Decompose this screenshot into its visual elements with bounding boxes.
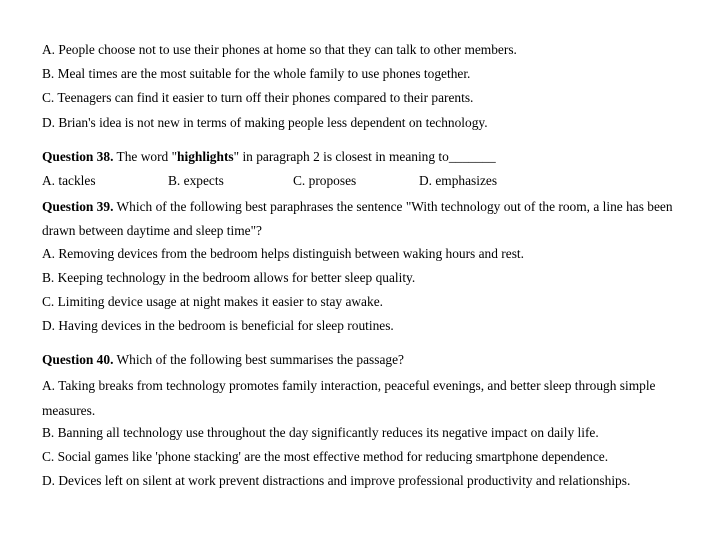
question-39 <box>42 195 682 340</box>
question-38-stem <box>42 147 682 171</box>
question-38-option-a[interactable]: A. tackles <box>42 172 96 188</box>
question-38-option-d[interactable]: D. emphasizes <box>419 172 498 188</box>
question-38-option-b[interactable]: B. expects <box>168 172 224 188</box>
answer-option-c[interactable]: C. Teenagers can find it easier to turn off their phones compared to their parents. <box>42 90 474 106</box>
answer-option-b[interactable]: B. Meal times are the most suitable for the whole family to use phones together. <box>42 66 471 82</box>
question-40 <box>42 350 682 495</box>
question-39-label: Question 39. <box>42 199 114 215</box>
document-page <box>42 40 682 495</box>
question-38 <box>42 147 682 195</box>
question-39-stem-text: Which of the following best paraphrases the sentence "With technology out of the room, a line has been drawn between daytime and sleep time"? <box>42 199 673 239</box>
answer-option-d[interactable]: D. Brian's idea is not new in terms of making people less dependent on technology. <box>42 114 488 130</box>
spacer <box>42 137 682 147</box>
question-40-stem <box>42 350 682 374</box>
question-38-stem-before: The word " <box>113 148 178 164</box>
question-40-option-c[interactable]: C. Social games like 'phone stacking' are the most effective method for reducing smartphone dependence. <box>42 449 609 465</box>
question-39-option-a[interactable]: A. Removing devices from the bedroom helps distinguish between waking hours and rest. <box>42 245 524 261</box>
question-39-stem <box>42 195 682 243</box>
question-39-option-c[interactable]: C. Limiting device usage at night makes it easier to stay awake. <box>42 293 383 309</box>
question-38-option-c[interactable]: C. proposes <box>293 172 357 188</box>
question-38-keyword: highlights <box>177 148 234 164</box>
spacer <box>42 340 682 350</box>
question-40-stem-text: Which of the following best summarises the passage? <box>113 352 404 368</box>
question-40-option-b[interactable]: B. Banning all technology use throughout the day significantly reduces its negative impact on daily life. <box>42 424 599 440</box>
question-38-options <box>42 171 682 195</box>
question-40-option-d[interactable]: D. Devices left on silent at work prevent distractions and improve professional productivity and relationships. <box>42 473 631 489</box>
answer-option-a[interactable]: A. People choose not to use their phones at home so that they can talk to other members. <box>42 42 517 57</box>
previous-question-options <box>42 40 682 137</box>
question-39-option-b[interactable]: B. Keeping technology in the bedroom allows for better sleep quality. <box>42 269 416 285</box>
question-40-label: Question 40. <box>42 352 114 368</box>
question-38-stem-after: " in paragraph 2 is closest in meaning to_______ <box>233 148 496 164</box>
question-40-option-a[interactable]: A. Taking breaks from technology promotes family interaction, peaceful evenings, and better sleep through simple measures. <box>42 378 656 418</box>
question-38-label: Question 38. <box>42 148 114 164</box>
question-39-option-d[interactable]: D. Having devices in the bedroom is beneficial for sleep routines. <box>42 318 394 334</box>
